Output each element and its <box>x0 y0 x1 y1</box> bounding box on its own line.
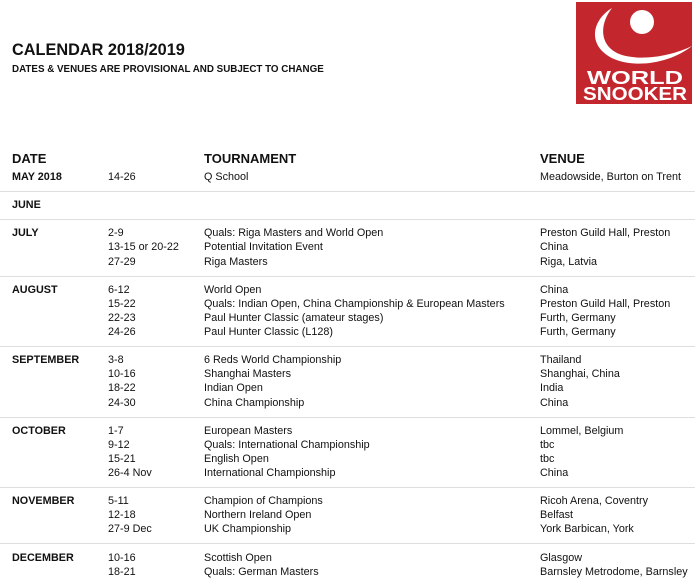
table-row <box>0 297 695 311</box>
event-dates: 27-29 <box>108 255 136 268</box>
month-divider <box>0 339 695 353</box>
event-venue: Barnsley Metrodome, Barnsley <box>540 565 688 578</box>
event-venue: tbc <box>540 452 555 465</box>
table-header <box>0 151 695 167</box>
event-venue: China <box>540 283 569 296</box>
event-venue: China <box>540 241 569 254</box>
month-label: MAY 2018 <box>12 171 62 183</box>
event-dates: 10-16 <box>108 368 136 381</box>
event-tournament: World Open <box>204 283 262 296</box>
event-dates: 6-12 <box>108 283 130 296</box>
event-tournament: Paul Hunter Classic (L128) <box>204 326 334 339</box>
event-venue: Furth, Germany <box>540 326 616 339</box>
event-dates: 2-9 <box>108 227 124 240</box>
month-group-may <box>0 170 695 184</box>
event-venue: Belfast <box>540 509 574 522</box>
month-group-december <box>0 551 695 579</box>
event-tournament: Champion of Champions <box>204 495 323 508</box>
table-row <box>0 240 695 254</box>
table-row <box>0 325 695 339</box>
month-group-september <box>0 353 695 409</box>
month-group-june <box>0 198 695 212</box>
event-tournament: 6 Reds World Championship <box>204 354 342 367</box>
event-venue: Lommel, Belgium <box>540 424 624 437</box>
event-tournament: European Masters <box>204 424 293 437</box>
month-divider <box>0 536 695 550</box>
event-dates: 9-12 <box>108 438 130 451</box>
month-divider <box>0 184 695 198</box>
month-label: JULY <box>12 227 39 240</box>
page-subtitle: DATES & VENUES ARE PROVISIONAL AND SUBJECT TO CHANGE <box>12 64 324 75</box>
world-snooker-logo <box>576 2 692 104</box>
event-dates: 12-18 <box>108 509 136 522</box>
table-row <box>0 466 695 480</box>
month-label: DECEMBER <box>12 551 74 564</box>
table-row <box>0 494 695 508</box>
event-dates: 24-30 <box>108 396 136 409</box>
event-tournament: Northern Ireland Open <box>204 509 312 522</box>
month-label: SEPTEMBER <box>12 354 80 367</box>
table-row <box>0 353 695 367</box>
month-group-august <box>0 283 695 339</box>
event-tournament: International Championship <box>204 466 336 479</box>
event-tournament: UK Championship <box>204 523 292 536</box>
event-venue: York Barbican, York <box>540 523 634 536</box>
event-venue: Thailand <box>540 354 582 367</box>
header-date: DATE <box>12 151 47 166</box>
event-dates: 18-22 <box>108 382 136 395</box>
month-group-july <box>0 226 695 268</box>
event-tournament: Paul Hunter Classic (amateur stages) <box>204 311 384 324</box>
table-row <box>0 367 695 381</box>
table-row <box>0 508 695 522</box>
event-tournament: Q School <box>204 171 249 183</box>
month-label: OCTOBER <box>12 424 66 437</box>
event-venue: tbc <box>540 438 555 451</box>
header-tournament: TOURNAMENT <box>204 151 297 166</box>
table-row <box>0 551 695 565</box>
event-venue: Glasgow <box>540 551 583 564</box>
month-divider <box>0 480 695 494</box>
event-dates: 15-22 <box>108 297 136 310</box>
event-tournament: Quals: Indian Open, China Championship & European Masters <box>204 297 505 310</box>
event-venue: Meadowside, Burton on Trent <box>540 171 682 183</box>
header-venue: VENUE <box>540 151 585 166</box>
table-row <box>0 424 695 438</box>
table-row <box>0 283 695 297</box>
event-venue: China <box>540 396 569 409</box>
event-tournament: Riga Masters <box>204 255 268 268</box>
event-tournament: Indian Open <box>204 382 263 395</box>
month-divider <box>0 410 695 424</box>
event-tournament: China Championship <box>204 396 305 409</box>
table-row <box>0 452 695 466</box>
month-group-october <box>0 424 695 480</box>
table-row <box>0 438 695 452</box>
table-row <box>0 381 695 395</box>
event-venue: Ricoh Arena, Coventry <box>540 495 649 508</box>
month-divider <box>0 269 695 283</box>
table-row <box>0 565 695 579</box>
logo-text-snooker: SNOOKER <box>583 84 687 104</box>
event-dates: 24-26 <box>108 326 136 339</box>
event-tournament: Shanghai Masters <box>204 368 292 381</box>
event-venue: Shanghai, China <box>540 368 620 381</box>
month-label: NOVEMBER <box>12 495 75 508</box>
month-group-november <box>0 494 695 536</box>
month-label: AUGUST <box>12 283 58 296</box>
event-dates: 22-23 <box>108 311 136 324</box>
month-divider <box>0 212 695 226</box>
snooker-ball-icon <box>630 10 654 34</box>
event-dates: 1-7 <box>108 424 124 437</box>
table-row <box>0 255 695 269</box>
event-dates: 27-9 Dec <box>108 523 152 536</box>
table-row <box>0 226 695 240</box>
table-row <box>0 170 695 184</box>
event-dates: 5-11 <box>108 495 129 508</box>
event-dates: 18-21 <box>108 565 136 578</box>
calendar-table <box>0 170 695 579</box>
event-tournament: Quals: German Masters <box>204 565 319 578</box>
event-tournament: English Open <box>204 452 269 465</box>
event-tournament: Quals: International Championship <box>204 438 370 451</box>
table-row <box>0 198 695 212</box>
event-venue: Riga, Latvia <box>540 255 598 268</box>
event-venue: China <box>540 466 569 479</box>
event-dates: 15-21 <box>108 452 136 465</box>
logo-text-world: WORLD <box>587 68 683 88</box>
event-tournament: Potential Invitation Event <box>204 241 323 254</box>
event-venue: India <box>540 382 564 395</box>
event-dates: 13-15 or 20-22 <box>108 241 179 254</box>
table-row <box>0 311 695 325</box>
table-row <box>0 522 695 536</box>
event-venue: Preston Guild Hall, Preston <box>540 297 671 310</box>
month-label: JUNE <box>12 199 41 212</box>
event-venue: Preston Guild Hall, Preston <box>540 227 671 240</box>
event-tournament: Scottish Open <box>204 551 272 564</box>
table-row <box>0 396 695 410</box>
event-dates: 3-8 <box>108 354 124 367</box>
event-venue: Furth, Germany <box>540 311 616 324</box>
page-title: CALENDAR 2018/2019 <box>12 41 185 59</box>
event-dates: 14-26 <box>108 171 136 183</box>
event-dates: 26-4 Nov <box>108 466 152 479</box>
event-tournament: Quals: Riga Masters and World Open <box>204 227 384 240</box>
event-dates: 10-16 <box>108 551 136 564</box>
